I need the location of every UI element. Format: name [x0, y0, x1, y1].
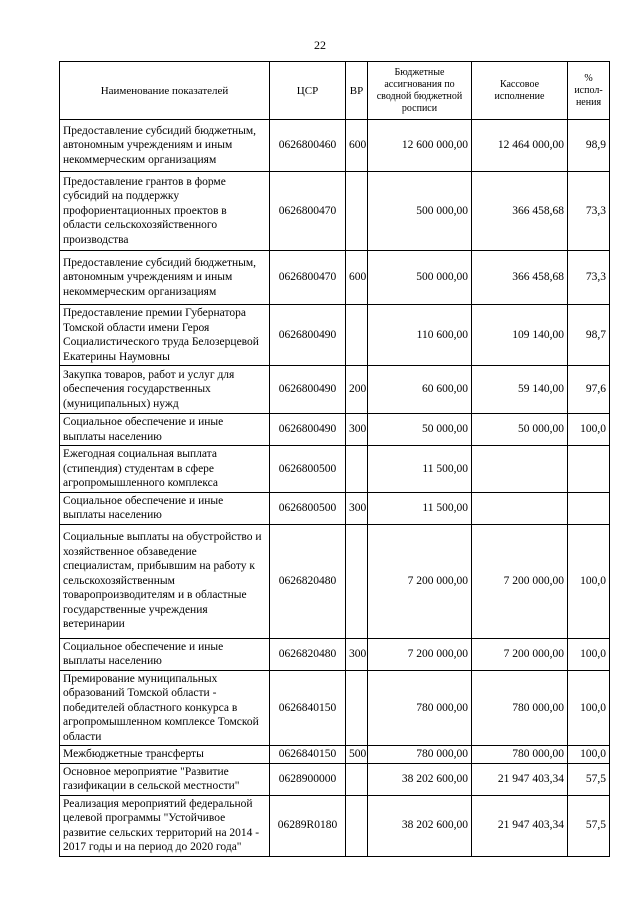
cell-percent [568, 492, 610, 524]
table-row [60, 120, 610, 172]
cell-vr: 300 [346, 638, 368, 670]
cell-percent: 100,0 [568, 670, 610, 746]
cell-cash: 59 140,00 [472, 366, 568, 414]
cell-vr: 300 [346, 414, 368, 446]
cell-cash: 780 000,00 [472, 670, 568, 746]
header-cash: Кассовое исполнение [472, 62, 568, 120]
cell-cash: 21 947 403,34 [472, 763, 568, 795]
cell-budget: 7 200 000,00 [368, 524, 472, 638]
cell-budget: 780 000,00 [368, 670, 472, 746]
cell-name: Предоставление премии Губернатора Томской области имени Героя Социалистического труда Белозерцевой Екатерины Наумовны [60, 305, 270, 366]
cell-csr: 0626840150 [270, 746, 346, 764]
cell-budget: 500 000,00 [368, 251, 472, 305]
table-row [60, 670, 610, 746]
cell-name: Предоставление субсидий бюджетным, автономным учреждениям и иным некоммерческим организациям [60, 251, 270, 305]
cell-csr: 0626820480 [270, 638, 346, 670]
cell-csr: 0626800500 [270, 492, 346, 524]
cell-name: Межбюджетные трансферты [60, 746, 270, 764]
table-header-row [60, 62, 610, 120]
cell-name: Реализация мероприятий федеральной целевой программы "Устойчивое развитие сельских территорий на 2014 - 2017 годы и на период до 2020 года" [60, 795, 270, 856]
table-row [60, 746, 610, 764]
cell-cash: 50 000,00 [472, 414, 568, 446]
cell-name: Предоставление грантов в форме субсидий на поддержку профориентационных проектов в области сельскохозяйственного производства [60, 172, 270, 251]
cell-csr: 0626800460 [270, 120, 346, 172]
table-row [60, 524, 610, 638]
cell-name: Премирование муниципальных образований Томской области - победителей областного конкурса в агропромышленном комплексе Томской области [60, 670, 270, 746]
cell-percent: 98,7 [568, 305, 610, 366]
cell-vr [346, 524, 368, 638]
cell-budget: 38 202 600,00 [368, 763, 472, 795]
cell-name: Социальное обеспечение и иные выплаты населению [60, 414, 270, 446]
table-row [60, 638, 610, 670]
table-row [60, 366, 610, 414]
cell-budget: 50 000,00 [368, 414, 472, 446]
cell-percent: 73,3 [568, 251, 610, 305]
cell-vr [346, 795, 368, 856]
header-csr: ЦСР [270, 62, 346, 120]
cell-cash: 109 140,00 [472, 305, 568, 366]
header-name: Наименование показателей [60, 62, 270, 120]
page-number: 22 [314, 38, 326, 52]
cell-budget: 11 500,00 [368, 446, 472, 493]
table-row [60, 414, 610, 446]
cell-csr: 0626800470 [270, 172, 346, 251]
cell-percent: 73,3 [568, 172, 610, 251]
cell-name: Предоставление субсидий бюджетным, автономным учреждениям и иным некоммерческим организациям [60, 120, 270, 172]
cell-percent [568, 446, 610, 493]
cell-csr: 0628900000 [270, 763, 346, 795]
cell-cash: 7 200 000,00 [472, 638, 568, 670]
table-row [60, 251, 610, 305]
table-row [60, 305, 610, 366]
cell-budget: 38 202 600,00 [368, 795, 472, 856]
cell-budget: 7 200 000,00 [368, 638, 472, 670]
cell-name: Социальные выплаты на обустройство и хозяйственное обзаведение специалистам, прибывшим на работу к сельскохозяйственным товаропроизводителям и в областные государственные учреждения ветеринарии [60, 524, 270, 638]
cell-name: Социальное обеспечение и иные выплаты населению [60, 638, 270, 670]
cell-name: Основное мероприятие "Развитие газификации в сельской местности" [60, 763, 270, 795]
cell-vr [346, 446, 368, 493]
cell-percent: 98,9 [568, 120, 610, 172]
cell-percent: 100,0 [568, 746, 610, 764]
cell-name: Ежегодная социальная выплата (стипендия) студентам в сфере агропромышленного комплекса [60, 446, 270, 493]
cell-vr: 600 [346, 120, 368, 172]
table-row [60, 446, 610, 493]
cell-percent: 100,0 [568, 414, 610, 446]
cell-cash: 366 458,68 [472, 172, 568, 251]
cell-cash: 780 000,00 [472, 746, 568, 764]
cell-vr: 300 [346, 492, 368, 524]
cell-percent: 57,5 [568, 795, 610, 856]
cell-csr: 0626840150 [270, 670, 346, 746]
table-row [60, 492, 610, 524]
cell-budget: 60 600,00 [368, 366, 472, 414]
cell-name: Закупка товаров, работ и услуг для обеспечения государственных (муниципальных) нужд [60, 366, 270, 414]
cell-vr [346, 763, 368, 795]
cell-percent: 100,0 [568, 638, 610, 670]
cell-csr: 0626800500 [270, 446, 346, 493]
cell-csr: 0626820480 [270, 524, 346, 638]
cell-percent: 97,6 [568, 366, 610, 414]
cell-csr: 0626800490 [270, 366, 346, 414]
cell-vr [346, 670, 368, 746]
header-percent: % испол-нения [568, 62, 610, 120]
cell-budget: 500 000,00 [368, 172, 472, 251]
cell-vr [346, 305, 368, 366]
cell-vr: 600 [346, 251, 368, 305]
cell-percent: 100,0 [568, 524, 610, 638]
cell-budget: 110 600,00 [368, 305, 472, 366]
cell-vr: 500 [346, 746, 368, 764]
cell-vr [346, 172, 368, 251]
cell-cash [472, 446, 568, 493]
cell-csr: 0626800470 [270, 251, 346, 305]
cell-budget: 11 500,00 [368, 492, 472, 524]
cell-budget: 12 600 000,00 [368, 120, 472, 172]
cell-percent: 57,5 [568, 763, 610, 795]
cell-name: Социальное обеспечение и иные выплаты населению [60, 492, 270, 524]
cell-cash [472, 492, 568, 524]
cell-csr: 0626800490 [270, 305, 346, 366]
budget-execution-table [59, 61, 610, 857]
cell-cash: 21 947 403,34 [472, 795, 568, 856]
table-row [60, 763, 610, 795]
cell-csr: 0626800490 [270, 414, 346, 446]
cell-budget: 780 000,00 [368, 746, 472, 764]
cell-csr: 06289R0180 [270, 795, 346, 856]
cell-cash: 12 464 000,00 [472, 120, 568, 172]
header-vr: ВР [346, 62, 368, 120]
table-row [60, 172, 610, 251]
cell-vr: 200 [346, 366, 368, 414]
cell-cash: 366 458,68 [472, 251, 568, 305]
cell-cash: 7 200 000,00 [472, 524, 568, 638]
header-budget: Бюджетные ассигнования по сводной бюджетной росписи [368, 62, 472, 120]
table-row [60, 795, 610, 856]
